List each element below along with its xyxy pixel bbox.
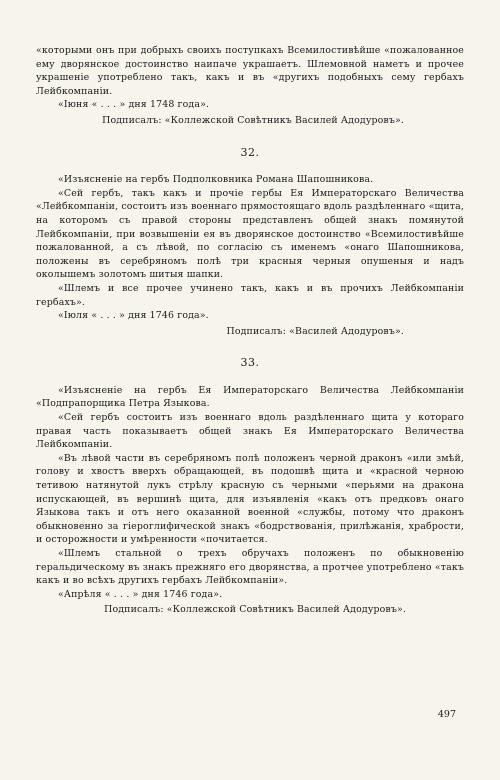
section-32-date: «Іюля « . . . » дня 1746 года».	[58, 310, 209, 322]
section-33-date: «Апрѣля « . . . » дня 1746 года».	[58, 588, 223, 600]
section-32	[36, 146, 464, 339]
section-31-ending	[36, 44, 464, 128]
section-33-paragraph-2: «Въ лѣвой части въ серебряномъ полѣ положенъ черной драконъ «или змѣй, голову и хвостъ вверхъ обращающей, въ подошвѣ щита и «красной черною тетивою натянутой лукъ стрѣлу красную съ черными «перьями на дракона испускающей, въ вершинѣ щита, для изъявленія «какъ отъ предковъ онаго Языкова такъ и отъ него оказанной военной «службы, потому что драконъ обыкновенно за гіероглифической знакъ «бодрствованія, прилѣжанія, храбрости, и осторожности и умѣренности «почитается.	[36, 452, 464, 546]
section-32-number: 32.	[240, 145, 260, 159]
section-33-paragraph-1: «Сей гербъ состоитъ изъ военнаго вдоль раздѣленнаго щита у котораго правая часть показываетъ общей знакъ Ея Императорскаго Величества Лейбкомпаніи.	[36, 412, 464, 451]
section-32-paragraph-1: «Сей гербъ, такъ какъ и прочіе гербы Ея Императорскаго Величества «Лейбкомпаніи, состоитъ изъ военнаго прямостоящаго вдоль раздѣленнаго «щита, на которомъ съ правой стороны представленъ общей знакъ помянутой Лейбкомпаніи, при возвышеніи ея въ дворянское достоинство «Всемилостивѣйше пожалованной, а съ лѣвой, по согласію съ именемъ «онаго Шапошникова, положены въ серебряномъ полѣ три красныя черныя опушеныя и надъ околышемъ золотомъ шитыя шапки.	[36, 187, 464, 281]
section-31-signature: Подписалъ: «Коллежской Совѣтникъ Василей Адодуровъ».	[102, 114, 404, 126]
section-33	[36, 356, 464, 617]
section-33-signature: Подписалъ: «Коллежской Совѣтникъ Василей Адодуровъ».	[104, 604, 406, 616]
section-33-paragraph-3: «Шлемъ стальной о трехъ обручахъ положенъ по обыкновенію геральдическому въ знакъ прежняго его дворянства, а протчее употреблено «такъ какъ и во всѣхъ другихъ гербахъ Лейбкомпаніи».	[36, 548, 464, 587]
section-32-signature: Подписалъ: «Василей Адодуровъ».	[226, 325, 404, 337]
section-32-paragraph-2: «Шлемъ и все прочее учинено такъ, какъ и въ прочихъ Лейбкомпаніи гербахъ».	[36, 282, 464, 308]
section-31-text: «которыми онъ при добрыхъ своихъ поступкахъ Всемилостивѣйше «пожалованное ему дворянское достоинство наипаче украшаетъ. Шлемовной наметъ и прочее украшеніе употреблено такъ, какъ и въ «другихъ подобныхъ сему гербахъ Лейбкомпаніи.	[36, 45, 464, 97]
page-number: 497	[437, 709, 456, 720]
section-33-title: «Изъясненіе на гербъ Ея Императорскаго Величества Лейбкомпаніи «Подпрапорщика Петра Языкова.	[36, 384, 464, 410]
section-33-number: 33.	[240, 356, 260, 370]
section-32-title: «Изъясненіе на гербъ Подполковника Романа Шапошникова.	[58, 174, 374, 186]
section-31-date: «Іюня « . . . » дня 1748 года».	[58, 99, 210, 111]
